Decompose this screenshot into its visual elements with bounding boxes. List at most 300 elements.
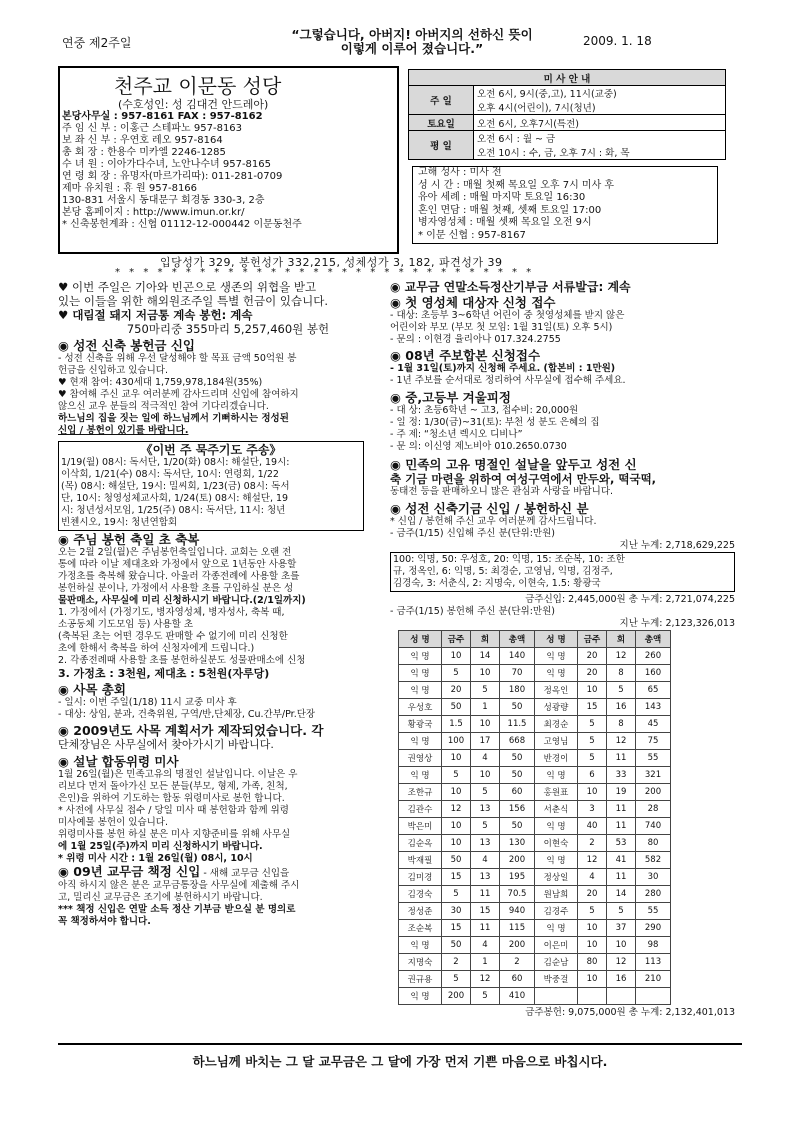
note-line: 혼인 면담 : 매월 첫째, 셋째 토요일 17:00 <box>418 204 602 216</box>
section-title: ◉ 주님 봉헌 축일 초 축복 <box>58 532 200 547</box>
table-row <box>399 648 671 665</box>
mass-time: 오전 10시 : 수, 금, 오후 7시 : 화, 목 <box>477 148 630 159</box>
table-cell: 김순남 <box>535 954 578 971</box>
table-cell: 13 <box>471 835 500 852</box>
body-line: - 문 의: 이신영 제노비아 010.2650.0730 <box>390 441 567 452</box>
table-cell: 30 <box>442 903 471 920</box>
table-cell: 정상일 <box>535 869 578 886</box>
body-line: - 금주(1/15) 봉헌해 주신 분(단위:만원) <box>390 606 555 617</box>
body-line: - 문의 : 이현경 율리아나 017.324.2755 <box>390 334 561 345</box>
donation-table <box>398 630 671 1005</box>
table-row <box>399 920 671 937</box>
mass-schedule <box>408 69 726 160</box>
table-cell: 1 <box>471 954 500 971</box>
table-cell: 황광국 <box>399 716 442 733</box>
body-line: 아직 하시지 않은 분은 교무금통장을 사무실에 제출해 주시 <box>58 880 300 891</box>
section-title: 축 기금 마련을 위하여 여성구역에서 만두와, 떡국떡, <box>390 472 657 486</box>
table-cell: 100 <box>442 733 471 750</box>
body-line: 단체장님은 사무실에서 찾아가시기 바랍니다. <box>58 738 274 751</box>
intro-line: 750마리중 355마리 5,257,460원 봉헌 <box>126 322 330 336</box>
table-cell: 익 명 <box>535 648 578 665</box>
body-line: - 성전 신축을 위해 우선 달성해야 할 목표 금액 50억원 봉 <box>58 353 297 364</box>
table-cell: 원남희 <box>535 886 578 903</box>
table-cell: 14 <box>607 886 636 903</box>
table-cell: 4 <box>471 937 500 954</box>
body-line: * 신입 / 봉헌해 주신 교우 여러분께 감사드립니다. <box>390 516 597 527</box>
section-title: ◉ 교무금 연말소득정산기부금 서류발급: 계속 <box>390 280 631 294</box>
table-cell: 15 <box>442 869 471 886</box>
table-cell: 200 <box>442 988 471 1005</box>
table-cell: 익 명 <box>399 665 442 682</box>
intro-line: ♥ 대림절 돼지 저금통 계속 봉헌: 계속 <box>58 308 253 322</box>
note-line: 고해 성사 : 미사 전 <box>418 167 502 178</box>
prayer-box <box>58 441 364 531</box>
table-cell: 성 명 <box>535 631 578 648</box>
section-title: ◉ 민족의 고유 명절인 설날을 앞두고 성전 신 <box>390 457 637 472</box>
table-cell: 50 <box>442 852 471 869</box>
table-cell: 12 <box>607 733 636 750</box>
table-cell: 53 <box>607 835 636 852</box>
table-cell: 70 <box>500 665 535 682</box>
table-cell: 5 <box>442 767 471 784</box>
table-cell: 13 <box>471 801 500 818</box>
body-line: 고, 밀리신 교무금은 조기에 봉헌하시기 바랍니다. <box>58 892 263 903</box>
table-cell: 11 <box>607 818 636 835</box>
mass-label-saturday: 토요일 <box>409 115 474 131</box>
table-cell: 20 <box>578 648 607 665</box>
table-cell: 37 <box>607 920 636 937</box>
body-line: 초에 한해서 축복을 하여 신청자에게 드립니다.) <box>58 643 255 654</box>
table-cell: 익 명 <box>399 682 442 699</box>
table-cell: 28 <box>636 801 671 818</box>
prev-total: 지난 누계: 2,718,629,225 <box>619 540 735 551</box>
prayer-line: (목) 08시: 해설단, 19시: 밀씨회, 1/23(금) 08시: 독서 <box>61 481 290 492</box>
body-line: - 일 정: 1/30(금)~31(토): 부천 성 분도 은혜의 집 <box>390 417 600 428</box>
table-cell: 고영님 <box>535 733 578 750</box>
section-title: ◉ 첫 영성체 대상자 신청 접수 <box>390 295 556 310</box>
table-cell: 김경주 <box>535 903 578 920</box>
section-title: ◉ 설날 합동위령 미사 <box>58 754 179 769</box>
table-cell: 10 <box>442 648 471 665</box>
table-cell: 582 <box>636 852 671 869</box>
table-row <box>399 818 671 835</box>
quote-line-2: 이렇게 이루어 졌습니다.” <box>340 41 484 56</box>
intro-line: 있는 이들을 위한 해외원조주일 특별 헌금이 있습니다. <box>58 294 328 308</box>
donor-line: 김경숙, 3: 서춘식, 2: 지명숙, 이현숙, 1.5: 황광국 <box>393 578 601 589</box>
parish-contact-list <box>62 111 302 231</box>
table-cell: 11 <box>607 801 636 818</box>
info-line: * 신축봉헌계좌 : 신협 01112-12-000442 이문동천주 <box>62 219 302 230</box>
table-cell: 10 <box>471 665 500 682</box>
table-cell: 회 <box>607 631 636 648</box>
intro-line: ♥ 이번 주일은 기아와 빈곤으로 생존의 위협을 받고 <box>58 280 317 294</box>
table-cell: 5 <box>471 784 500 801</box>
table-row <box>399 750 671 767</box>
body-line: - 대 상: 초등6학년 ~ 고3, 접수비: 20,000원 <box>390 405 579 416</box>
body-line: 하느님의 집을 짓는 일에 하느님께서 기뻐하시는 정성된 <box>58 413 289 424</box>
table-cell: 홍원표 <box>535 784 578 801</box>
table-cell: 143 <box>636 699 671 716</box>
table-cell: 260 <box>636 648 671 665</box>
body-line: 꼭 책정하셔야 합니다. <box>58 916 151 927</box>
table-cell: 금주 <box>578 631 607 648</box>
body-line: ♥ 참여해 주신 교우 여러분께 감사드리며 신입에 참여하지 <box>58 389 299 400</box>
table-cell: 45 <box>636 716 671 733</box>
table-cell: 280 <box>636 886 671 903</box>
table-cell: 156 <box>500 801 535 818</box>
table-cell: 1 <box>471 699 500 716</box>
table-cell: 익 명 <box>399 648 442 665</box>
table-cell: 41 <box>607 852 636 869</box>
table-cell: 4 <box>471 750 500 767</box>
mass-time: 오전 6시, 오후7시(특전) <box>474 115 726 131</box>
table-cell: 290 <box>636 920 671 937</box>
table-cell: 70.5 <box>500 886 535 903</box>
table-cell: 10 <box>578 937 607 954</box>
body-line: 에 1월 25일(주)까지 미리 신청하시기 바랍니다. <box>58 841 263 852</box>
table-cell: 14 <box>471 648 500 665</box>
body-line: - 금주(1/15) 신입해 주신 분(단위:만원) <box>390 528 555 539</box>
table-cell: 11 <box>607 869 636 886</box>
table-cell: 50 <box>500 767 535 784</box>
table-cell: 11 <box>471 920 500 937</box>
table-cell: 성광량 <box>535 699 578 716</box>
table-cell: 정옥인 <box>535 682 578 699</box>
week-total: 금주신입: 2,445,000원 총 누계: 2,721,074,225 <box>525 594 735 605</box>
table-row <box>399 716 671 733</box>
table-cell: 12 <box>607 954 636 971</box>
table-cell: 권영상 <box>399 750 442 767</box>
mass-time: 오전 6시 : 월 ~ 금 <box>477 134 556 145</box>
table-cell: 5 <box>442 886 471 903</box>
note-line: 병자영성체 : 매월 셋째 목요일 오전 9시 <box>418 217 592 228</box>
table-cell: 15 <box>578 699 607 716</box>
table-row <box>399 665 671 682</box>
table-cell: 6 <box>578 767 607 784</box>
table-cell: 5 <box>607 682 636 699</box>
table-cell: 160 <box>636 665 671 682</box>
table-cell: 회 <box>471 631 500 648</box>
table-cell <box>636 988 671 1005</box>
body-line: 리보다 먼저 돌아가신 모든 분들(부모, 형제, 가족, 친척, <box>58 781 288 792</box>
body-line: - 주 제: “청소년 렉시오 디비나” <box>390 429 523 440</box>
prayer-line: 빈첸시오, 19시: 청년연합회 <box>61 517 178 528</box>
table-cell: 정성준 <box>399 903 442 920</box>
prayer-line: 시: 청년성서모임, 1/25(주) 08시: 독서단, 11시: 청년 <box>61 505 286 516</box>
table-cell: 180 <box>500 682 535 699</box>
section-title: ◉ 08년 주보합본 신청접수 <box>390 348 541 363</box>
hymn-stats: 입당성가 329, 봉헌성가 332,215, 성체성가 3, 182, 파견성가 39 <box>160 256 503 269</box>
body-line: 1월 26일(월)은 민족고유의 명절인 설날입니다. 이날은 우 <box>58 769 298 780</box>
table-cell: 200 <box>500 852 535 869</box>
table-cell: 김관수 <box>399 801 442 818</box>
table-cell: 11 <box>607 750 636 767</box>
table-cell: 12 <box>607 648 636 665</box>
table-cell: 940 <box>500 903 535 920</box>
table-cell: 5 <box>578 750 607 767</box>
body-line: 미사예물 봉헌이 있습니다. <box>58 817 169 828</box>
table-cell: 12 <box>442 801 471 818</box>
left-column <box>58 280 398 928</box>
table-cell: 40 <box>578 818 607 835</box>
body-line: 않으신 교우 분들의 적극적인 참여 기다리겠습니다. <box>58 401 269 412</box>
table-cell: 33 <box>607 767 636 784</box>
table-cell: 50 <box>442 937 471 954</box>
table-row <box>399 903 671 920</box>
table-cell: 60 <box>500 971 535 988</box>
prayer-title: 《이번 주 묵주기도 주송》 <box>140 443 282 457</box>
donor-line: 100: 익명, 50: 우성호, 20: 익명, 15: 조순복, 10: 조한 <box>393 554 625 565</box>
info-line: 주 임 신 부 : 이홍근 스테파노 957-8163 <box>62 123 243 134</box>
table-row <box>399 733 671 750</box>
table-cell: 30 <box>636 869 671 886</box>
table-cell: 80 <box>578 954 607 971</box>
table-cell <box>578 988 607 1005</box>
table-cell <box>535 988 578 1005</box>
table-cell: 지명숙 <box>399 954 442 971</box>
mass-notes <box>418 167 718 242</box>
body-line: 헌금을 신입하고 있습니다. <box>58 365 169 376</box>
table-cell: 50 <box>500 699 535 716</box>
quote-line-1: “그렇습니다, 아버지! 아버지의 선하신 뜻이 <box>291 27 533 42</box>
table-cell: 12 <box>471 971 500 988</box>
table-row <box>399 767 671 784</box>
table-cell: 조순복 <box>399 920 442 937</box>
table-row <box>399 886 671 903</box>
section-title: ◉ 성전 신축기금 신입 / 봉헌하신 분 <box>390 501 589 516</box>
body-line: 신입 / 봉헌이 있기를 바랍니다. <box>58 425 189 436</box>
table-cell: 이현숙 <box>535 835 578 852</box>
body-line: ♥ 현재 참여: 430세대 1,759,978,184원(35%) <box>58 377 263 388</box>
prayer-line: 단, 10시: 청영성체교사회, 1/24(토) 08시: 해설단, 19 <box>61 493 289 504</box>
body-line: 물판매소, 사무실에 미리 신청하시기 바랍니다.(2/1일까지) <box>58 595 306 606</box>
info-line: 총 회 장 : 한용수 미카엘 2246-1285 <box>62 147 226 158</box>
table-cell: 서춘식 <box>535 801 578 818</box>
table-cell: 130 <box>500 835 535 852</box>
notes-box <box>412 166 718 244</box>
table-cell: 321 <box>636 767 671 784</box>
table-header-row <box>399 631 671 648</box>
week-label: 연중 제2주일 <box>62 36 132 50</box>
table-cell: 10 <box>578 971 607 988</box>
table-cell: 210 <box>636 971 671 988</box>
date-label: 2009. 1. 18 <box>583 34 652 48</box>
table-cell: 조한규 <box>399 784 442 801</box>
table-cell: 총액 <box>636 631 671 648</box>
right-column <box>390 280 735 1019</box>
table-cell: 195 <box>500 869 535 886</box>
table-cell: 박중걸 <box>535 971 578 988</box>
table-cell: 8 <box>607 665 636 682</box>
table-cell: 김미경 <box>399 869 442 886</box>
table-cell: 반경이 <box>535 750 578 767</box>
table-cell: 5 <box>471 682 500 699</box>
body-line: 통에 따라 이날 제대초와 가정에서 앞으로 1년동안 사용할 <box>58 559 297 570</box>
table-cell: 20 <box>442 682 471 699</box>
table-cell: 금주 <box>442 631 471 648</box>
parish-name: 천주교 이문동 성당 <box>114 74 282 98</box>
table-cell: 익 명 <box>399 937 442 954</box>
table-row <box>399 699 671 716</box>
note-line: 성 시 간 : 매월 첫째 목요일 오후 7시 미사 후 <box>418 179 615 191</box>
table-cell: 2 <box>578 835 607 852</box>
table-cell: 10 <box>442 835 471 852</box>
table-cell: 10 <box>578 682 607 699</box>
table-cell: 55 <box>636 903 671 920</box>
info-line: 130-831 서울시 동대문구 회경동 330-3, 2층 <box>62 195 265 206</box>
table-cell: 65 <box>636 682 671 699</box>
mass-time: 오전 6시, 9시(중,고), 11시(교중) <box>477 89 617 100</box>
table-cell: 2 <box>500 954 535 971</box>
body-line: - 일시: 이번 주일(1/18) 11시 교중 미사 후 <box>58 697 237 708</box>
table-cell: 익 명 <box>399 733 442 750</box>
table-cell: 익 명 <box>535 767 578 784</box>
info-line: 본당 홈페이지 : http://www.imun.or.kr/ <box>62 207 245 218</box>
table-cell: 익 명 <box>399 767 442 784</box>
final-total: 금주봉헌: 9,075,000원 총 누계: 2,132,401,013 <box>525 1007 735 1018</box>
donation-table-wrap <box>398 630 735 1005</box>
body-line: 봉헌하실 분이나, 가정에서 사용할 초를 구입하실 분은 성 <box>58 583 294 594</box>
table-cell: 김경숙 <box>399 886 442 903</box>
body-line: (축복된 초는 어떤 경우도 판매할 수 없기에 미리 신청한 <box>58 631 288 642</box>
table-cell: 50 <box>500 818 535 835</box>
table-cell <box>607 988 636 1005</box>
body-line: - 대상: 초등부 3~6학년 어린이 중 첫영성체를 받지 않은 <box>390 310 625 321</box>
table-cell: 5 <box>578 733 607 750</box>
table-cell: 98 <box>636 937 671 954</box>
table-cell: 20 <box>578 886 607 903</box>
header-quote <box>262 28 562 56</box>
body-line: - 1년 주보를 순서대로 정리하여 사무실에 접수해 주세요. <box>390 375 626 386</box>
table-cell: 우성호 <box>399 699 442 716</box>
table-cell: 11 <box>471 886 500 903</box>
table-row <box>399 954 671 971</box>
table-cell: 권규용 <box>399 971 442 988</box>
section-title: ◉ 성전 신축 봉헌금 신입 <box>58 338 195 353</box>
table-cell: 113 <box>636 954 671 971</box>
footer-message: 하느님께 바치는 그 달 교무금은 그 달에 가장 먼저 기쁜 마음으로 바칩시다. <box>192 1054 608 1069</box>
body-line: 소공동체 기도모임 등) 사용할 초 <box>58 619 194 630</box>
info-line: 수 녀 원 : 이아가다수녀, 노안나수녀 957-8165 <box>62 159 272 170</box>
body-line: 2. 각종전례때 사용할 초를 봉헌하실분도 성물판매소에 신청 <box>58 655 306 666</box>
table-row <box>399 784 671 801</box>
table-cell: 3 <box>578 801 607 818</box>
table-cell: 8 <box>607 716 636 733</box>
table-cell: 10 <box>607 937 636 954</box>
table-cell: 12 <box>578 852 607 869</box>
table-cell: 5 <box>442 971 471 988</box>
footer-rule <box>58 1043 742 1045</box>
table-cell: 5 <box>471 988 500 1005</box>
body-line: 1. 가정에서 (가정기도, 병자영성체, 병자성사, 축복 때, <box>58 607 285 618</box>
body-line: * 사전에 사무실 접수 / 당일 미사 때 봉헌함과 함께 위령 <box>58 805 289 816</box>
prev-total-2: 지난 누계: 2,123,326,013 <box>619 618 735 629</box>
section-title: ◉ 2009년도 사목 계획서가 제작되었습니다. 각 <box>58 723 324 738</box>
body-line: - 새해 교무금 신입을 <box>200 868 290 879</box>
table-row <box>399 869 671 886</box>
info-line: 연 령 회 장 : 유명자(마르가리따): 011-281-0709 <box>62 171 283 182</box>
table-cell: 10 <box>578 784 607 801</box>
section-title: ◉ 09년 교무금 책정 신입 <box>58 864 201 879</box>
table-cell: 115 <box>500 920 535 937</box>
table-cell: 668 <box>500 733 535 750</box>
body-line: * 위령 미사 시간 : 1월 26일(월) 08시, 10시 <box>58 853 253 864</box>
table-cell: 10 <box>578 920 607 937</box>
mass-label-sunday: 주 일 <box>409 86 474 115</box>
table-cell: 740 <box>636 818 671 835</box>
table-row <box>399 801 671 818</box>
table-row <box>399 937 671 954</box>
donors-box <box>390 552 735 592</box>
table-row <box>399 852 671 869</box>
table-cell: 75 <box>636 733 671 750</box>
table-cell: 13 <box>471 869 500 886</box>
table-cell: 이은미 <box>535 937 578 954</box>
table-cell: 15 <box>442 920 471 937</box>
table-cell: 5 <box>607 903 636 920</box>
table-cell: 5 <box>471 818 500 835</box>
table-cell: 140 <box>500 648 535 665</box>
star-divider: * * * * * * * * * * * * * * * * * * * * * * * * * * * * * * <box>115 267 535 278</box>
mass-title: 미 사 안 내 <box>409 70 726 86</box>
mass-time: 오후 4시(어린이), 7시(청년) <box>477 103 596 114</box>
body-line: - 1월 31일(토)까지 신청해 주세요. (합본비 : 1만원) <box>390 363 616 374</box>
table-cell: 익 명 <box>399 988 442 1005</box>
table-cell: 김순옥 <box>399 835 442 852</box>
table-cell: 19 <box>607 784 636 801</box>
mass-label-weekday: 평 일 <box>409 131 474 160</box>
body-line: 가정초를 축복해 왔습니다. 아울러 각종전례에 사용할 초를 <box>58 571 300 582</box>
table-row <box>399 682 671 699</box>
table-cell: 2 <box>442 954 471 971</box>
table-cell: 익 명 <box>535 852 578 869</box>
donor-line: 규, 정옥인, 6: 익명, 5: 최경순, 고영님, 익명, 김정주, <box>393 566 613 577</box>
table-cell: 50 <box>500 750 535 767</box>
section-title: ◉ 사목 총회 <box>58 682 126 697</box>
table-cell: 성 명 <box>399 631 442 648</box>
info-line: 보 좌 신 부 : 우연호 레오 957-8164 <box>62 135 223 146</box>
body-line: 은인)을 위하여 기도하는 합동 위령미사로 봉헌 합니다. <box>58 793 285 804</box>
body-line: 3. 가정초 : 3천원, 제대초 : 5천원(자루당) <box>58 667 270 680</box>
table-cell: 10 <box>442 818 471 835</box>
table-cell: 4 <box>578 869 607 886</box>
table-cell: 11.5 <box>500 716 535 733</box>
note-line: * 이문 신협 : 957-8167 <box>418 229 526 241</box>
table-cell: 50 <box>442 699 471 716</box>
table-cell: 1.5 <box>442 716 471 733</box>
body-line: 위령미사를 봉헌 하실 분은 미사 지향준비를 위해 사무실 <box>58 829 291 840</box>
table-cell: 총액 <box>500 631 535 648</box>
note-line: 유아 세례 : 매월 마지막 토요일 16:30 <box>418 192 586 203</box>
table-cell: 5 <box>578 716 607 733</box>
table-cell: 200 <box>500 937 535 954</box>
table-cell: 박재필 <box>399 852 442 869</box>
table-cell: 5 <box>442 665 471 682</box>
body-line: 오는 2월 2일(월)은 주님봉헌축일입니다. 교회는 오랜 전 <box>58 547 292 558</box>
table-cell: 익 명 <box>535 920 578 937</box>
table-cell: 박은미 <box>399 818 442 835</box>
table-cell: 80 <box>636 835 671 852</box>
table-cell: 17 <box>471 733 500 750</box>
body-line: - 대상: 상임, 분과, 건축위원, 구역/반,단체장, Cu.간부/Pr.단장 <box>58 709 316 720</box>
table-cell: 10 <box>442 784 471 801</box>
info-line: 본당사무실 : 957-8161 FAX : 957-8162 <box>62 111 263 122</box>
body-line: *** 책정 신입은 연말 소득 정산 기부금 받으실 분 명의로 <box>58 904 296 915</box>
table-row <box>399 971 671 988</box>
body-line: 동태전 등을 판매하오니 많은 관심과 사랑을 바랍니다. <box>390 486 614 497</box>
table-cell: 익 명 <box>535 665 578 682</box>
table-cell: 20 <box>578 665 607 682</box>
